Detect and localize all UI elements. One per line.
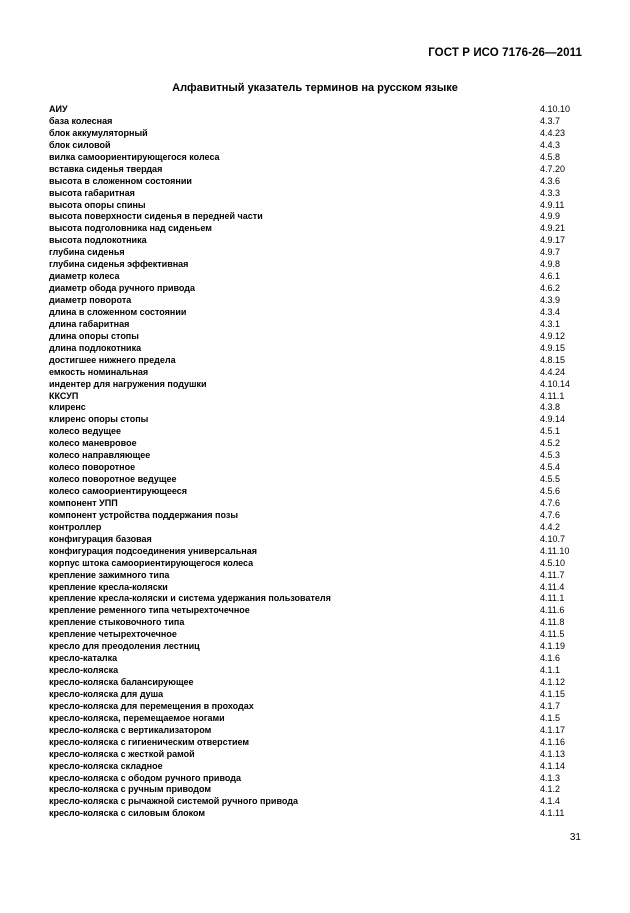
index-entry [49,355,589,367]
index-reference-number: 4.4.2 [540,521,561,532]
index-term: компонент устройства поддержания позы [49,509,239,520]
index-entry [49,188,589,200]
index-term: кресло-коляска с ободом ручного привода [49,772,241,783]
index-entry [49,629,589,641]
index-entry [49,438,589,450]
index-reference-number: 4.1.7 [540,700,561,711]
index-entry [49,414,589,426]
index-term: вилка самоориентирующегося колеса [49,151,220,162]
index-entry [49,617,589,629]
index-term: кресло-коляска с гигиеническим отверстием [49,736,250,747]
index-reference-number: 4.7.6 [540,497,561,508]
index-reference-number: 4.10.14 [540,378,571,389]
index-entry [49,653,589,665]
index-entry [49,200,589,212]
index-term: блок силовой [49,139,111,150]
index-entry [49,749,589,761]
index-term: кресло-коляска с вертикализатором [49,724,212,735]
index-reference-number: 4.1.17 [540,724,566,735]
index-entry [49,689,589,701]
index-term: длина опоры стопы [49,330,139,341]
index-entry [49,379,589,391]
index-term: кресло-коляска с ручным приводом [49,784,212,795]
index-reference-number: 4.1.12 [540,677,566,687]
index-reference-number: 4.3.1 [540,318,561,329]
index-entry [49,570,589,582]
index-reference-number: 4.9.7 [540,247,561,258]
index-reference-number: 4.11.8 [540,617,565,628]
index-reference-number: 4.1.13 [540,748,566,759]
index-entry [49,128,589,140]
index-entry [49,713,589,725]
index-entry [49,593,589,605]
index-reference-number: 4.3.9 [540,295,561,305]
index-term: крепление кресла-коляски [49,581,168,592]
index-entry [49,522,589,534]
index-reference-number: 4.7.20 [540,163,566,174]
index-entry [49,319,589,331]
index-entry [49,259,589,271]
index-reference-number: 4.11.10 [540,545,570,556]
index-reference-number: 4.9.11 [540,199,565,210]
index-term: крепление зажимного типа [49,569,170,580]
index-entry [49,486,589,498]
index-term: колесо самоориентирующееся [49,486,188,496]
index-entry [49,558,589,570]
index-term: колесо поворотное [49,462,136,473]
index-term: компонент УПП [49,497,118,508]
index-reference-number: 4.9.14 [540,414,566,425]
index-term: колесо поворотное ведущее [49,474,177,485]
index-entry [49,725,589,737]
index-term: клиренс опоры стопы [49,414,149,425]
index-term: индентер для нагружения подушки [49,378,207,389]
index-entry [49,283,589,295]
index-term: глубина сиденья [49,247,125,258]
index-term: диаметр обода ручного привода [49,283,196,294]
index-entry [49,223,589,235]
index-term: колесо ведущее [49,426,121,437]
index-entry [49,677,589,689]
index-term: клиренс [49,402,86,413]
index-entry [49,391,589,403]
index-entry [49,104,589,116]
index-term: контроллер [49,521,102,532]
document-code-header: ГОСТ Р ИСО 7176-26—2011 [428,47,582,59]
index-term: высота в сложенном состоянии [49,175,192,186]
index-reference-number: 4.1.11 [540,808,565,819]
index-entry [49,176,589,188]
index-entry [49,498,589,510]
index-term: кресло-коляска с рычажной системой ручного привода [49,796,298,807]
index-reference-number: 4.1.4 [540,796,561,807]
index-reference-number: 4.8.15 [540,354,566,365]
index-reference-number: 4.1.2 [540,784,561,795]
index-term: кресло-коляска складное [49,760,163,771]
index-entry [49,796,589,808]
index-reference-number: 4.4.23 [540,127,566,138]
index-term: длина габаритная [49,318,130,329]
index-term: вставка сиденья твердая [49,163,163,174]
index-term: конфигурация подсоединения универсальная [49,545,257,556]
index-term: крепление кресла-коляски и система удержания пользователя [49,593,331,604]
index-entry [49,164,589,176]
index-reference-number: 4.11.6 [540,605,565,616]
index-reference-number: 4.5.8 [540,151,561,162]
index-term: база колесная [49,115,113,126]
index-reference-number: 4.5.5 [540,474,561,485]
index-term: кресло-каталка [49,653,118,664]
index-entry [49,784,589,796]
index-reference-number: 4.5.4 [540,462,561,473]
index-term: длина в сложенном состоянии [49,306,187,317]
index-entry [49,773,589,785]
index-reference-number: 4.9.21 [540,223,566,234]
index-reference-number: 4.3.4 [540,306,561,317]
index-term: колесо направляющее [49,450,151,461]
index-reference-number: 4.9.12 [540,330,566,341]
index-reference-number: 4.5.6 [540,486,561,496]
index-entry [49,331,589,343]
index-term: высота подголовника над сиденьем [49,223,212,234]
index-reference-number: 4.11.7 [540,569,565,580]
index-reference-number: 4.11.1 [540,593,565,604]
index-reference-number: 4.5.2 [540,438,561,449]
index-reference-number: 4.3.8 [540,402,561,413]
index-entry [49,641,589,653]
index-entry [49,808,589,820]
index-reference-number: 4.7.6 [540,509,561,520]
index-reference-number: 4.1.5 [540,712,561,723]
index-reference-number: 4.3.6 [540,175,561,186]
index-entry [49,450,589,462]
index-reference-number: 4.1.16 [540,736,566,747]
index-reference-number: 4.1.14 [540,760,566,771]
index-reference-number: 4.1.15 [540,688,566,699]
index-term: кресло-коляска, перемещаемое ногами [49,712,225,723]
index-reference-number: 4.6.1 [540,271,561,282]
index-reference-number: 4.9.8 [540,259,561,270]
index-reference-number: 4.1.3 [540,772,561,783]
index-entry [49,701,589,713]
index-term: кресло-коляска [49,665,119,676]
index-reference-number: 4.1.19 [540,641,566,652]
index-term: кресло для преодоления лестниц [49,641,200,652]
index-term: ККСУП [49,390,79,401]
index-entry [49,367,589,379]
index-entry [49,605,589,617]
index-term: достигшее нижнего предела [49,354,176,365]
index-entry [49,665,589,677]
index-term: конфигурация базовая [49,533,152,544]
index-entry [49,474,589,486]
index-reference-number: 4.1.6 [540,653,561,664]
index-reference-number: 4.4.24 [540,366,566,377]
index-term: высота подлокотника [49,235,147,246]
index-entry [49,462,589,474]
index-term: высота поверхности сиденья в передней части [49,211,263,222]
index-entry [49,116,589,128]
index-entry [49,534,589,546]
index-entry [49,761,589,773]
index-entry [49,271,589,283]
index-reference-number: 4.5.10 [540,557,566,568]
index-reference-number: 4.3.7 [540,115,561,126]
index-term: диаметр поворота [49,295,132,305]
index-term: высота габаритная [49,187,135,198]
index-reference-number: 4.11.5 [540,629,565,640]
index-entry [49,343,589,355]
index-term: высота опоры спины [49,199,146,210]
index-entry [49,140,589,152]
index-entry [49,510,589,522]
index-reference-number: 4.1.1 [540,665,561,676]
index-term: кресло-коляска балансирующее [49,677,194,687]
index-term: кресло-коляска для душа [49,688,164,699]
index-reference-number: 4.4.3 [540,139,561,150]
index-term: АИУ [49,104,68,114]
index-term: крепление ременного типа четырехточечное [49,605,250,616]
index-reference-number: 4.5.3 [540,450,561,461]
index-reference-number: 4.10.10 [540,104,571,114]
index-entry [49,295,589,307]
index-term: емкость номинальная [49,366,149,377]
index-term: колесо маневровое [49,438,137,449]
index-entry [49,235,589,247]
index-entry [49,247,589,259]
index-entry [49,582,589,594]
index-term: блок аккумуляторный [49,127,148,138]
index-term: корпус штока самоориентирующегося колеса [49,557,254,568]
index-reference-number: 4.11.4 [540,581,565,592]
index-term: крепление четырехточечное [49,629,177,640]
index-term: кресло-коляска с жесткой рамой [49,748,195,759]
index-entry [49,426,589,438]
index-term: длина подлокотника [49,342,142,353]
index-term: диаметр колеса [49,271,120,282]
index-reference-number: 4.11.1 [540,390,565,401]
index-reference-number: 4.5.1 [540,426,561,437]
index-entry [49,402,589,414]
index-reference-number: 4.3.3 [540,187,561,198]
index-title: Алфавитный указатель терминов на русском языке [172,82,458,94]
index-reference-number: 4.6.2 [540,283,561,294]
index-term: кресло-коляска для перемещения в проходах [49,700,254,711]
index-entry [49,211,589,223]
index-entry [49,737,589,749]
index-entry [49,546,589,558]
index-entry [49,152,589,164]
index-reference-number: 4.9.9 [540,211,561,222]
index-term: кресло-коляска с силовым блоком [49,808,206,819]
page-number: 31 [569,832,581,843]
index-reference-number: 4.9.15 [540,342,566,353]
term-index-list [49,104,589,820]
index-term: крепление стыковочного типа [49,617,185,628]
index-reference-number: 4.9.17 [540,235,566,246]
index-entry [49,307,589,319]
index-reference-number: 4.10.7 [540,533,566,544]
index-term: глубина сиденья эффективная [49,259,189,270]
